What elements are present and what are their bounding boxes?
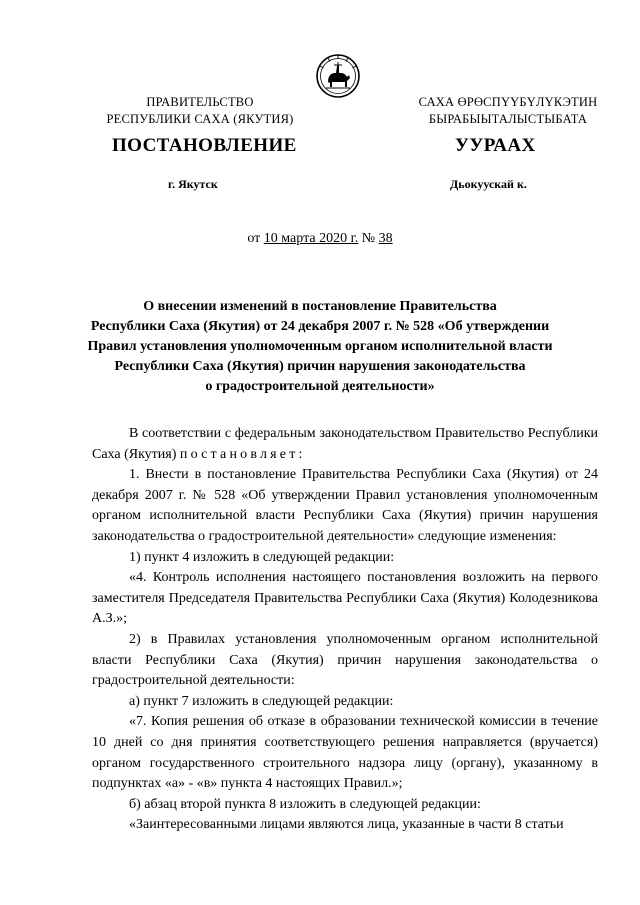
body-paragraph: «7. Копия решения об отказе в образовании технической комиссии в течение 10 дней со дня принятия соответствующего решения направляется (вручается) органом государственного строительного надзора лицу (органу), указанному в подпунктах «а» - «в» пункта 4 настоящих Правил.»;: [92, 714, 598, 792]
document-date: 10 марта 2020 г.: [263, 231, 359, 246]
body-paragraph: 1) пункт 4 изложить в следующей редакции:: [129, 549, 395, 565]
city-russian: г. Якутск: [168, 177, 218, 191]
subject-line: о градостроительной деятельности»: [205, 379, 435, 394]
decree-word: постановляет:: [179, 446, 306, 462]
document-date-number: [0, 231, 640, 247]
government-name-yakut: [388, 94, 628, 128]
doc-type-russian: ПОСТАНОВЛЕНИЕ: [112, 135, 297, 156]
subject-line: Республики Саха (Якутия) причин нарушения законодательства: [114, 359, 526, 374]
preamble-text: В соответствии с федеральным законодательством Правительство Республики Саха (Якутия): [92, 426, 598, 462]
subject-line: О внесении изменений в постановление Правительства: [143, 299, 497, 314]
government-name-line2: РЕСПУБЛИКИ САХА (ЯКУТИЯ): [106, 112, 294, 126]
body-paragraph: «Заинтересованными лицами являются лица, указанные в части 8 статьи: [129, 817, 564, 833]
coat-of-arms-emblem-icon: [316, 54, 360, 98]
document-body: [92, 424, 598, 836]
government-name-line1: ПРАВИТЕЛЬСТВО: [146, 95, 254, 109]
city-yakut: Дьокуускай к.: [450, 177, 527, 191]
document-number: 38: [378, 231, 393, 246]
body-paragraph: б) абзац второй пункта 8 изложить в следующей редакции:: [129, 796, 481, 812]
body-paragraph: а) пункт 7 изложить в следующей редакции:: [129, 693, 394, 709]
government-name-yakut-line2: БЫРАБЫЫТАЛЫСТЫБАТА: [428, 112, 588, 126]
body-paragraph: [92, 424, 598, 465]
body-paragraph: «4. Контроль исполнения настоящего постановления возложить на первого заместителя Председателя Правительства Республики Саха (Якутия) Колодезникова А.З.»;: [92, 570, 598, 627]
subject-line: Республики Саха (Якутия) от 24 декабря 2007 г. № 528 «Об утверждении: [90, 319, 550, 334]
document-subject: [80, 297, 560, 397]
date-prefix: от: [247, 231, 264, 246]
government-name-yakut-line1: САХА ӨРӨСПҮҮБҮЛҮКЭТИН: [418, 95, 598, 109]
body-paragraph: 2) в Правилах установления уполномоченным органом исполнительной власти Республики Саха (Якутия) причин нарушения законодательства о градостроительной деятельности:: [92, 631, 598, 689]
government-name-russian: [80, 94, 320, 128]
number-label: №: [358, 231, 379, 246]
body-paragraph: 1. Внести в постановление Правительства Республики Саха (Якутия) от 24 декабря 2007 г. № 528 «Об утверждении Правил установления уполномоченным органом исполнительной власти Республики Саха (Якутия) причин нарушения законодательства о градостроительной деятельности» следующие изменения:: [92, 467, 598, 544]
doc-type-yakut: УУРААХ: [455, 135, 536, 156]
subject-line: Правил установления уполномоченным органом исполнительной власти: [87, 339, 553, 354]
